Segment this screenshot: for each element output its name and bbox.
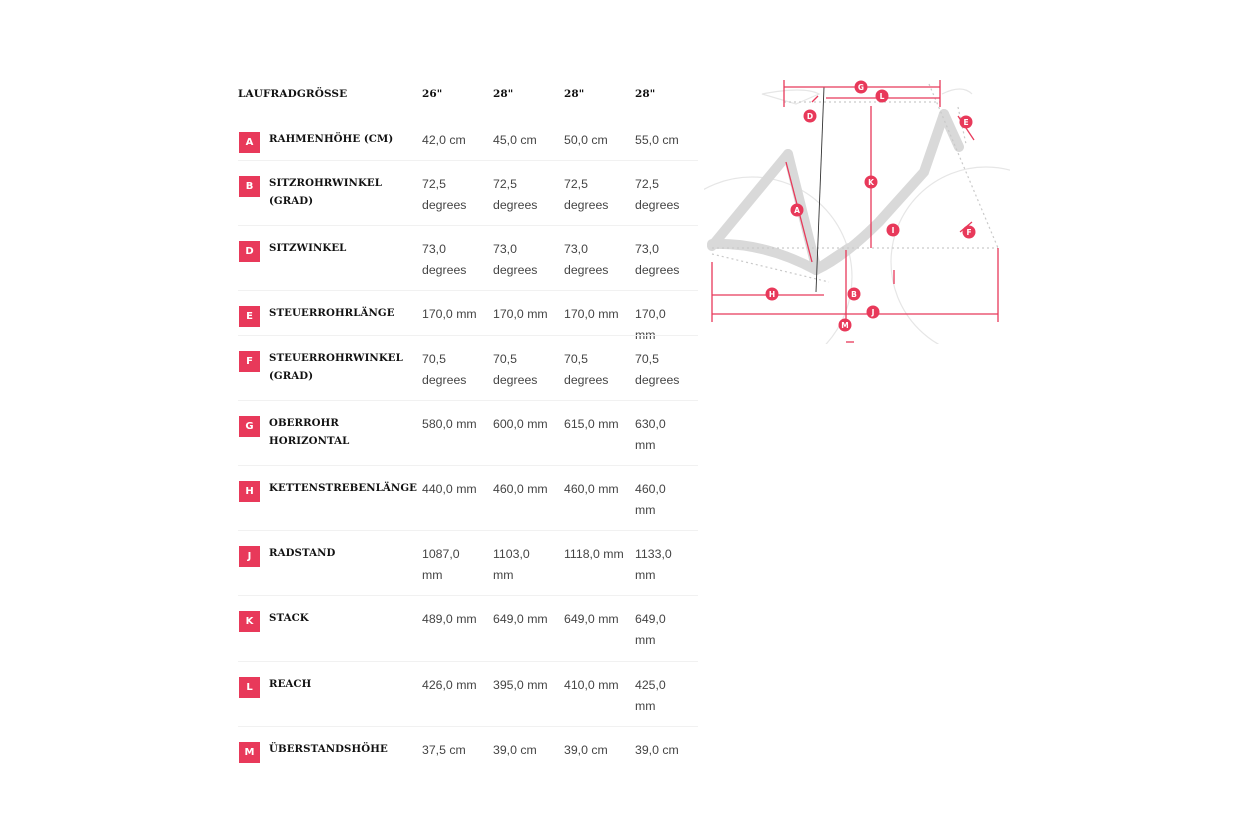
value-cell: 460,0 mm — [635, 482, 666, 517]
value-cell: 170,0 mm — [635, 307, 666, 342]
marker-g: G — [857, 83, 865, 92]
value-cell: 580,0 mm — [422, 417, 477, 431]
bike-geometry-diagram — [704, 72, 1010, 344]
value-cell: 39,0 cm — [564, 743, 608, 757]
code-badge: L — [239, 677, 260, 698]
value-cell: 72,5 degrees — [422, 177, 467, 212]
value-cell: 73,0 degrees — [564, 242, 609, 277]
marker-b: B — [851, 290, 857, 299]
row-separator — [238, 225, 698, 226]
value-cell: 73,0 degrees — [493, 242, 538, 277]
size-header-2: 28" — [493, 88, 514, 100]
value-cell: 615,0 mm — [564, 417, 619, 431]
marker-a: A — [794, 206, 800, 215]
value-cell: 410,0 mm — [564, 678, 619, 692]
code-badge: H — [239, 481, 260, 502]
value-cell: 55,0 cm — [635, 133, 679, 147]
code-badge: A — [239, 132, 260, 153]
value-cell: 1087,0 mm — [422, 547, 460, 582]
value-cell: 37,5 cm — [422, 743, 466, 757]
value-cell: 170,0 mm — [493, 307, 548, 321]
row-separator — [238, 530, 698, 531]
row-label: SITZWINKEL — [269, 242, 347, 254]
row-separator — [238, 726, 698, 727]
value-cell: 460,0 mm — [564, 482, 619, 496]
value-cell: 70,5 degrees — [635, 352, 680, 387]
marker-m: M — [841, 321, 849, 330]
value-cell: 70,5 degrees — [493, 352, 538, 387]
marker-j: J — [871, 308, 875, 317]
value-cell: 630,0 mm — [635, 417, 666, 452]
value-cell: 73,0 degrees — [635, 242, 680, 277]
row-label: SITZROHRWINKEL (GRAD) — [269, 177, 383, 207]
row-label: ÜBERSTANDSHÖHE — [269, 743, 388, 755]
value-cell: 170,0 mm — [564, 307, 619, 321]
code-badge: F — [239, 351, 260, 372]
row-label: STACK — [269, 612, 309, 624]
value-cell: 649,0 mm — [493, 612, 548, 626]
value-cell: 70,5 degrees — [422, 352, 467, 387]
row-separator — [238, 595, 698, 596]
value-cell: 72,5 degrees — [493, 177, 538, 212]
value-cell: 70,5 degrees — [564, 352, 609, 387]
value-cell: 42,0 cm — [422, 133, 466, 147]
row-separator — [238, 160, 698, 161]
size-header-3: 28" — [564, 88, 585, 100]
code-badge: J — [239, 546, 260, 567]
size-header-1: 26" — [422, 88, 443, 100]
value-cell: 39,0 cm — [493, 743, 537, 757]
value-cell: 73,0 degrees — [422, 242, 467, 277]
value-cell: 1133,0 mm — [635, 547, 672, 582]
row-label: RADSTAND — [269, 547, 336, 559]
marker-f: F — [966, 228, 972, 237]
value-cell: 600,0 mm — [493, 417, 548, 431]
marker-i: I — [891, 226, 895, 235]
row-label: KETTENSTREBENLÄNGE — [269, 482, 417, 494]
value-cell: 395,0 mm — [493, 678, 548, 692]
wheel-size-header: LAUFRADGRÖSSE — [238, 88, 348, 100]
value-cell: 72,5 degrees — [635, 177, 680, 212]
code-badge: E — [239, 306, 260, 327]
row-label: REACH — [269, 678, 312, 690]
value-cell: 649,0 mm — [564, 612, 619, 626]
value-cell: 39,0 cm — [635, 743, 679, 757]
value-cell: 426,0 mm — [422, 678, 477, 692]
marker-k: K — [868, 178, 874, 187]
row-label: STEUERROHRLÄNGE — [269, 307, 395, 319]
row-separator — [238, 465, 698, 466]
row-label: OBERROHR HORIZONTAL — [269, 417, 350, 447]
code-badge: G — [239, 416, 260, 437]
value-cell: 425,0 mm — [635, 678, 666, 713]
value-cell: 1118,0 mm — [564, 547, 624, 561]
value-cell: 460,0 mm — [493, 482, 548, 496]
row-separator — [238, 335, 698, 336]
value-cell: 50,0 cm — [564, 133, 608, 147]
row-separator — [238, 661, 698, 662]
row-label: STEUERROHRWINKEL (GRAD) — [269, 352, 403, 382]
value-cell: 72,5 degrees — [564, 177, 609, 212]
row-separator — [238, 400, 698, 401]
value-cell: 1103,0 mm — [493, 547, 530, 582]
code-badge: B — [239, 176, 260, 197]
value-cell: 170,0 mm — [422, 307, 477, 321]
value-cell: 649,0 mm — [635, 612, 666, 647]
code-badge: M — [239, 742, 260, 763]
row-label: RAHMENHÖHE (CM) — [269, 133, 394, 145]
code-badge: K — [239, 611, 260, 632]
code-badge: D — [239, 241, 260, 262]
value-cell: 440,0 mm — [422, 482, 477, 496]
marker-h: H — [768, 290, 776, 299]
value-cell: 45,0 cm — [493, 133, 537, 147]
size-header-4: 28" — [635, 88, 656, 100]
marker-e: E — [963, 118, 969, 127]
marker-l: L — [879, 92, 885, 101]
marker-d: D — [806, 112, 814, 121]
row-separator — [238, 290, 698, 291]
value-cell: 489,0 mm — [422, 612, 477, 626]
